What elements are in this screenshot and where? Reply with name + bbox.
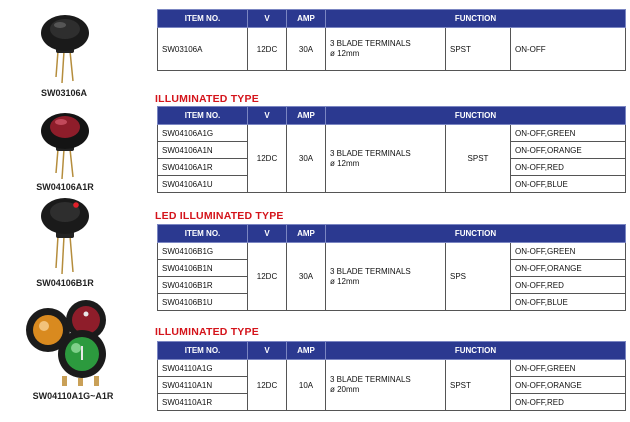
amp-cell: 10A — [287, 360, 326, 411]
item-no-cell: SW04106A1G — [158, 125, 248, 142]
table-row — [158, 125, 626, 142]
terminals-text: 3 BLADE TERMINALS — [330, 39, 411, 48]
product-caption: SW04110A1G~A1R — [32, 391, 114, 401]
column-header: FUNCTION — [326, 342, 626, 360]
function-cell: ON-OFF — [511, 28, 626, 71]
column-header: FUNCTION — [326, 225, 626, 243]
item-no-cell: SW04110A1N — [158, 377, 248, 394]
table-header — [158, 225, 626, 243]
table-header — [158, 342, 626, 360]
diameter-text: ø 12mm — [330, 158, 360, 168]
function-cell: ON-OFF,GREEN — [511, 360, 626, 377]
item-no-cell: SW04106A1R — [158, 159, 248, 176]
table-header — [158, 10, 626, 28]
pole-cell: SPST — [446, 125, 511, 193]
terminals-cell — [326, 125, 446, 193]
product-caption: SW04106B1R — [36, 278, 94, 288]
function-cell: ON-OFF,GREEN — [511, 125, 626, 142]
round-switch-trio-image — [18, 292, 118, 388]
column-header: ITEM NO. — [158, 10, 248, 28]
item-no-cell: SW03106A — [158, 28, 248, 71]
spec-table — [157, 9, 626, 71]
section-title: LED ILLUMINATED TYPE — [155, 210, 284, 222]
item-no-cell: SW04106B1N — [158, 260, 248, 277]
voltage-cell: 12DC — [248, 28, 287, 71]
table-row — [158, 360, 626, 377]
column-header: AMP — [287, 10, 326, 28]
voltage-cell: 12DC — [248, 243, 287, 311]
voltage-cell: 12DC — [248, 125, 287, 193]
column-header: V — [248, 107, 287, 125]
column-header: AMP — [287, 107, 326, 125]
item-no-cell: SW04106A1N — [158, 142, 248, 159]
spec-table — [157, 341, 626, 411]
section-title: ILLUMINATED TYPE — [155, 326, 259, 338]
function-cell: ON-OFF,RED — [511, 277, 626, 294]
column-header: V — [248, 225, 287, 243]
item-no-cell: SW04106B1G — [158, 243, 248, 260]
table-header — [158, 107, 626, 125]
spec-table — [157, 224, 626, 311]
pole-cell: SPST — [446, 28, 511, 71]
voltage-cell: 12DC — [248, 360, 287, 411]
diameter-text: ø 12mm — [330, 49, 360, 58]
terminals-cell — [326, 243, 446, 311]
amp-cell: 30A — [287, 28, 326, 71]
function-cell: ON-OFF,ORANGE — [511, 142, 626, 159]
column-header: V — [248, 342, 287, 360]
item-no-cell: SW04106B1U — [158, 294, 248, 311]
function-cell: ON-OFF,ORANGE — [511, 377, 626, 394]
column-header: FUNCTION — [326, 107, 626, 125]
rocker-switch-black-image — [30, 5, 96, 85]
amp-cell: 30A — [287, 243, 326, 311]
pole-cell: SPS — [446, 243, 511, 311]
function-cell: ON-OFF,BLUE — [511, 294, 626, 311]
item-no-cell: SW04110A1G — [158, 360, 248, 377]
column-header: ITEM NO. — [158, 225, 248, 243]
terminals-cell — [326, 360, 446, 411]
item-no-cell: SW04106B1R — [158, 277, 248, 294]
terminals-text: 3 BLADE TERMINALS — [330, 266, 411, 276]
rocker-switch-red-illuminated-image — [30, 103, 96, 181]
section-title: ILLUMINATED TYPE — [155, 93, 259, 105]
product-caption: SW04106A1R — [36, 182, 94, 192]
terminals-text: 3 BLADE TERMINALS — [330, 375, 411, 384]
column-header: AMP — [287, 342, 326, 360]
diameter-text: ø 20mm — [330, 385, 360, 394]
item-no-cell: SW04110A1R — [158, 394, 248, 411]
function-cell: ON-OFF,GREEN — [511, 243, 626, 260]
spec-table — [157, 106, 626, 193]
terminals-text: 3 BLADE TERMINALS — [330, 148, 411, 158]
column-header: ITEM NO. — [158, 342, 248, 360]
rocker-switch-led-red-image — [30, 190, 96, 276]
terminals-cell — [326, 28, 446, 71]
amp-cell: 30A — [287, 125, 326, 193]
pole-cell: SPST — [446, 360, 511, 411]
column-header: AMP — [287, 225, 326, 243]
column-header: FUNCTION — [326, 10, 626, 28]
product-caption: SW03106A — [40, 88, 88, 98]
table-row — [158, 243, 626, 260]
function-cell: ON-OFF,RED — [511, 394, 626, 411]
function-cell: ON-OFF,RED — [511, 159, 626, 176]
function-cell: ON-OFF,ORANGE — [511, 260, 626, 277]
item-no-cell: SW04106A1U — [158, 176, 248, 193]
diameter-text: ø 12mm — [330, 276, 360, 286]
table-row — [158, 28, 626, 71]
function-cell: ON-OFF,BLUE — [511, 176, 626, 193]
column-header: V — [248, 10, 287, 28]
column-header: ITEM NO. — [158, 107, 248, 125]
